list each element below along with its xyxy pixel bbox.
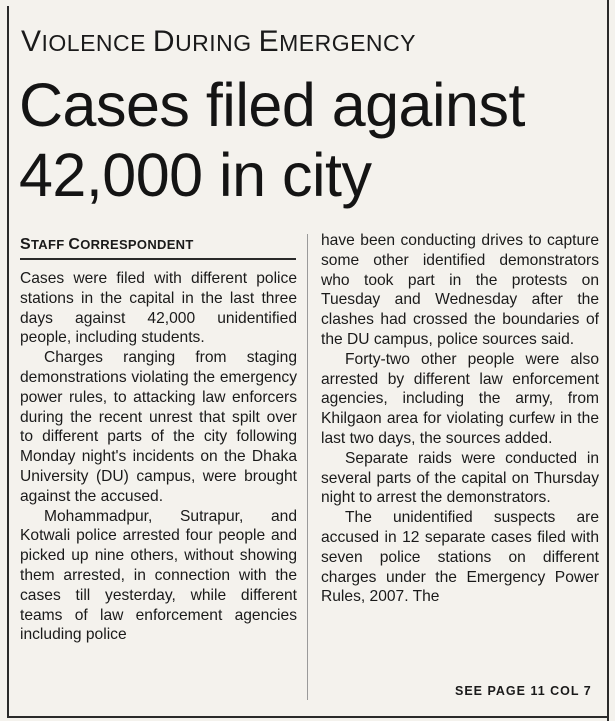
article-column-left bbox=[20, 269, 297, 645]
kicker-initial-1: V bbox=[21, 25, 42, 58]
paragraph: Cases were filed with different police stations in the capital in the last three days against 42,000 unidentified people, including students. bbox=[20, 270, 297, 347]
border-right bbox=[607, 0, 609, 721]
byline-rest-1: TAFF bbox=[30, 237, 69, 252]
paragraph: Mohammadpur, Sutrapur, and Kotwali police arrested four people and picked up nine others, without showing them arrested, in connection with the cases till yesterday, while different teams of law enforcement agencies including police bbox=[20, 507, 297, 644]
paragraph: have been conducting drives to capture some other identified demonstrators who took part in the protests on Tuesday and Wednesday after the clashes had crossed the boundaries of the DU campus, police sources said. bbox=[321, 232, 599, 348]
byline-initial-2: C bbox=[68, 236, 81, 253]
paragraph: Forty-two other people were also arrested by different law enforcement agencies, including the army, from Khilgaon area for violating curfew in the last two days, the sources added. bbox=[321, 350, 599, 447]
kicker-rest-2: URING bbox=[175, 30, 259, 56]
continued-jump-line: SEE PAGE 11 COL 7 bbox=[455, 684, 592, 698]
article-column-right bbox=[321, 231, 599, 607]
kicker-rest-3: MERGENCY bbox=[279, 30, 416, 56]
byline-rule bbox=[20, 258, 296, 260]
kicker-line bbox=[21, 24, 416, 61]
headline: Cases filed against 42,000 in city bbox=[19, 71, 525, 209]
border-bottom bbox=[7, 716, 609, 718]
paragraph: Separate raids were conducted in several parts of the capital on Thursday night to arrest the demonstrators. bbox=[321, 449, 599, 507]
byline bbox=[20, 236, 194, 254]
paragraph: Charges ranging from staging demonstrations violating the emergency power rules, to attacking law enforcers during the recent unrest that spilt over to different parts of the city following Monday night's incidents on the Dhaka University (DU) campus, were brought against the accused. bbox=[20, 349, 297, 505]
column-divider bbox=[307, 234, 308, 700]
border-left bbox=[7, 6, 9, 718]
kicker-initial-2: D bbox=[152, 25, 176, 58]
paragraph: The unidentified suspects are accused in 12 separate cases filed with seven police stations on different charges under the Emergency Power Rules, 2007. The bbox=[321, 509, 599, 606]
kicker-initial-3: E bbox=[258, 25, 280, 58]
kicker-rest-1: IOLENCE bbox=[41, 30, 153, 56]
byline-initial-1: S bbox=[20, 236, 31, 253]
byline-rest-2: ORRESPONDENT bbox=[80, 237, 194, 252]
